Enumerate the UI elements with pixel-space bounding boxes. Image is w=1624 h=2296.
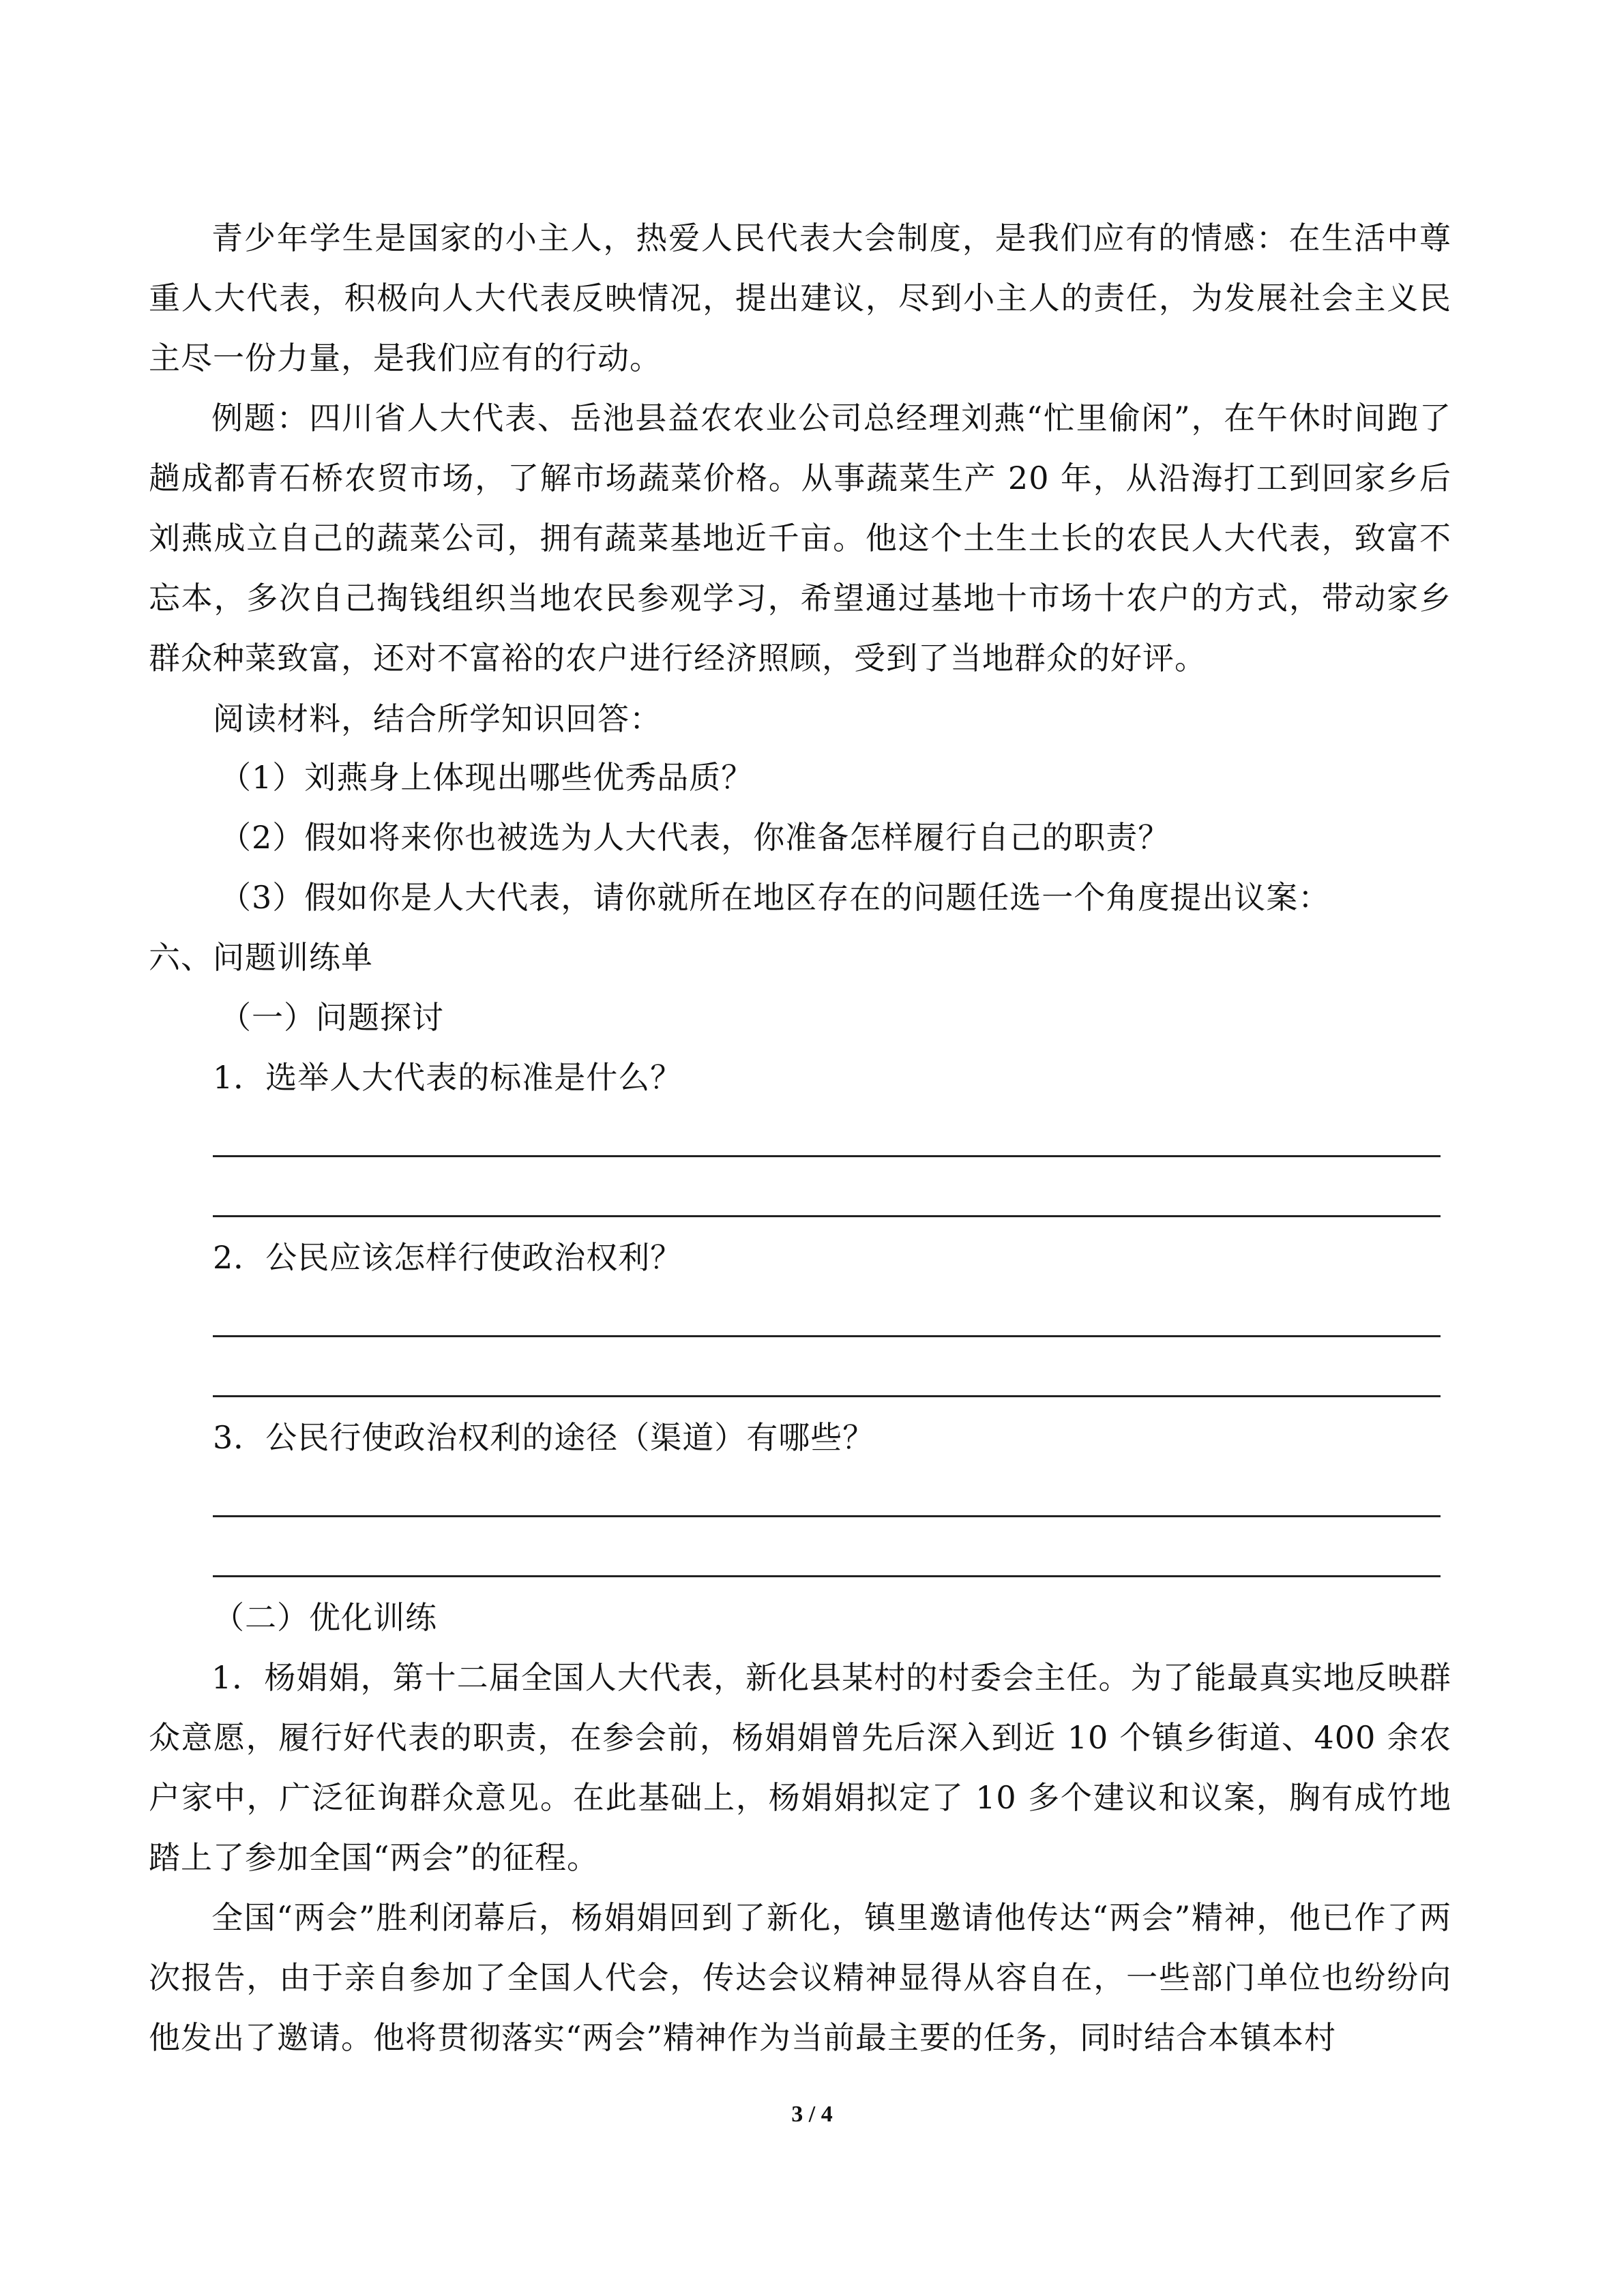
answer-line[interactable] (213, 1515, 1441, 1517)
read-prompt: 阅读材料，结合所学知识回答： (213, 700, 662, 737)
question-2: （2）假如将来你也被选为人大代表，你准备怎样履行自己的职责？ (220, 819, 1170, 856)
discussion-question-3: 3．公民行使政治权利的途径（渠道）有哪些？ (213, 1419, 875, 1456)
question-1: （1）刘燕身上体现出哪些优秀品质？ (220, 759, 754, 796)
intro-paragraph: 青少年学生是国家的小主人，热爱人民代表大会制度，是我们应有的情感：在生活中尊重人大代表，积极向人大代表反映情况，提出建议，尽到小主人的责任，为发展社会主义民主尽一份力量，是我们应有的行动。 (149, 220, 1451, 376)
section-title: 六、问题训练单 (149, 939, 373, 976)
question-3: （3）假如你是人大代表，请你就所在地区存在的问题任选一个角度提出议案： (220, 879, 1331, 916)
page-number: 3 / 4 (791, 2102, 833, 2127)
discussion-question-1: 1．选举人大代表的标准是什么？ (213, 1059, 683, 1096)
answer-line[interactable] (213, 1215, 1441, 1217)
discussion-question-2: 2．公民应该怎样行使政治权利？ (213, 1239, 683, 1276)
answer-line[interactable] (213, 1335, 1441, 1337)
training-paragraph-1: 1．杨娟娟，第十二届全国人大代表，新化县某村的村委会主任。为了能最真实地反映群众意愿，履行好代表的职责，在参会前，杨娟娟曾先后深入到近 10 个镇乡街道、400 余农户家中，广泛征询群众意见。在此基础上，杨娟娟拟定了 10 多个建议和议案，胸有成竹地踏上了参加全国“两会”的征程。 (149, 1659, 1451, 1876)
subsection-training-title: （二）优化训练 (213, 1599, 437, 1636)
answer-line[interactable] (213, 1155, 1441, 1157)
subsection-discussion-title: （一）问题探讨 (220, 999, 444, 1036)
answer-line[interactable] (213, 1575, 1441, 1577)
answer-line[interactable] (213, 1395, 1441, 1397)
training-paragraph-2: 全国“两会”胜利闭幕后，杨娟娟回到了新化，镇里邀请他传达“两会”精神，他已作了两次报告，由于亲自参加了全国人代会，传达会议精神显得从容自在，一些部门单位也纷纷向他发出了邀请。他将贯彻落实“两会”精神作为当前最主要的任务，同时结合本镇本村 (149, 1899, 1451, 2056)
example-paragraph: 例题：四川省人大代表、岳池县益农农业公司总经理刘燕“忙里偷闲”，在午休时间跑了趟成都青石桥农贸市场，了解市场蔬菜价格。从事蔬菜生产 20 年，从沿海打工到回家乡后刘燕成立自己的蔬菜公司，拥有蔬菜基地近千亩。他这个土生土长的农民人大代表，致富不忘本，多次自己掏钱组织当地农民参观学习，希望通过基地十市场十农户的方式，带动家乡群众种菜致富，还对不富裕的农户进行经济照顾，受到了当地群众的好评。 (149, 400, 1451, 676)
